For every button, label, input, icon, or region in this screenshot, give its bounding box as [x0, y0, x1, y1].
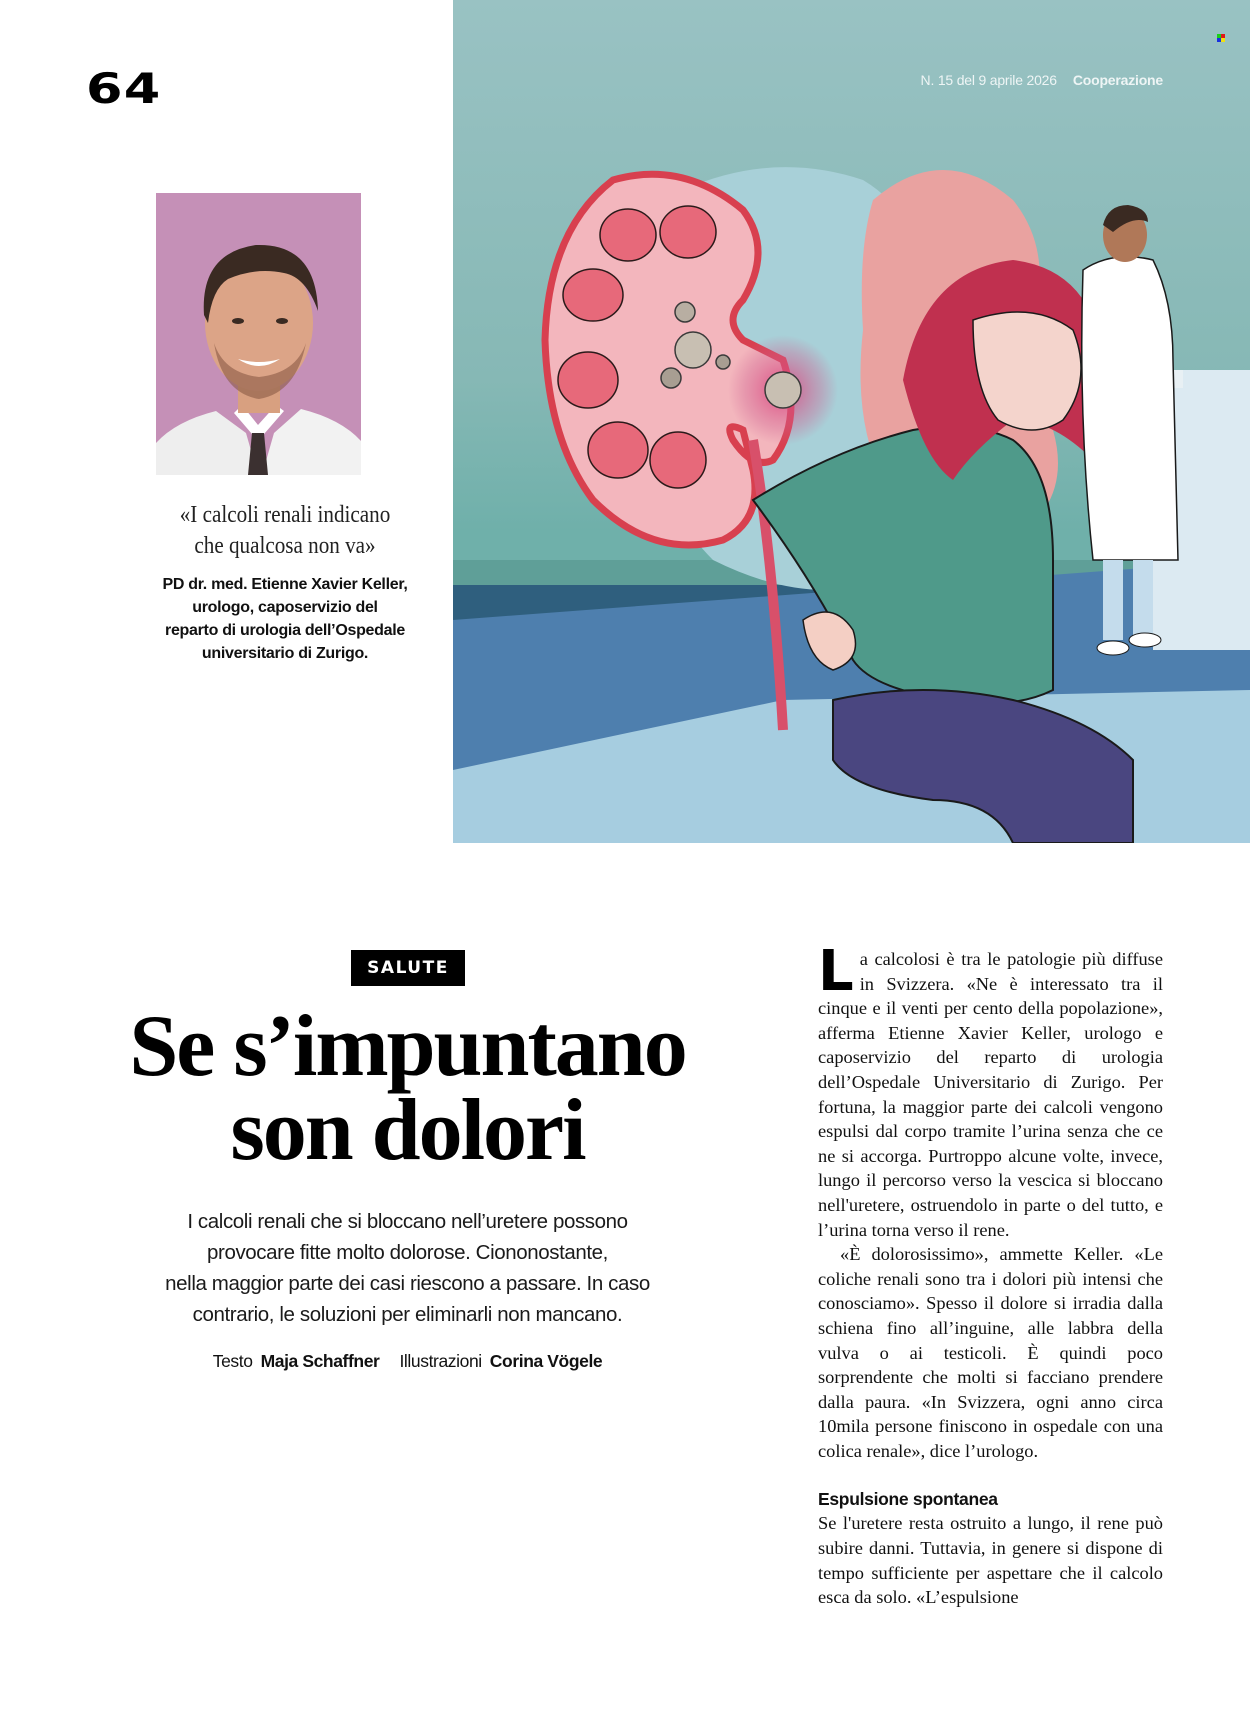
- article-credits: [110, 1351, 705, 1372]
- issue-info: [921, 72, 1163, 88]
- headline-line: Se s’impuntano: [129, 998, 686, 1095]
- attribution-line: urologo, caposervizio del: [192, 599, 378, 616]
- deck-line: nella maggior parte dei casi riescono a passare. In caso: [165, 1272, 650, 1295]
- page-number: 64: [86, 64, 162, 113]
- attribution-line: reparto di urologia dell’Ospedale: [165, 622, 405, 639]
- quote-attribution: [110, 573, 460, 665]
- hero-illustration: [453, 0, 1250, 843]
- deck-line: contrario, le soluzioni per eliminarli non mancano.: [192, 1303, 623, 1326]
- body-paragraph-text: a calcolosi è tra le patologie più diffuse in Svizzera. «Ne è interessato tra il cinque e il venti per cento della popolazione», afferma Etienne Xavier Keller, urologo e caposervizio del reparto di urologia dell’Ospedale Universitario di Zurigo. Per fortuna, la maggior parte dei calcoli vengono espulsi dal corpo tramite l’urina senza che ce ne si accorga. Purtroppo alcune volte, invece, lungo il percorso verso la vescica si bloccano nell'uretere, ostruendolo in parte o del tutto, e l’urina torna verso il rene.: [818, 949, 1163, 1240]
- body-paragraph: Se l'uretere resta ostruito a lungo, il rene può subire danni. Tuttavia, in genere si dispone di tempo sufficiente per aspettare che il calcolo esca da solo. «L’espulsione: [818, 1513, 1163, 1608]
- registration-mark-icon: [1217, 34, 1225, 42]
- illustration-credit-label: Illustrazioni: [399, 1351, 482, 1371]
- text-author: Maja Schaffner: [260, 1351, 380, 1371]
- section-badge: SALUTE: [351, 950, 465, 986]
- pull-quote-line: che qualcosa non va»: [194, 533, 376, 559]
- attribution-line: PD dr. med. Etienne Xavier Keller,: [162, 576, 408, 593]
- headline-line: son dolori: [230, 1082, 585, 1179]
- article-body: [818, 939, 1163, 1610]
- drop-cap: L: [818, 939, 854, 1004]
- kidney-stone-illustration-icon: [453, 0, 1250, 843]
- issue-date: N. 15 del 9 aprile 2026: [920, 72, 1057, 88]
- publication-name: Cooperazione: [1072, 72, 1163, 88]
- article-subhead: Espulsione spontanea: [818, 1489, 998, 1510]
- attribution-line: universitario di Zurigo.: [201, 645, 369, 662]
- body-paragraph: [818, 939, 1163, 1242]
- article-headline: [80, 998, 735, 1179]
- portrait-photo: [156, 193, 361, 475]
- body-paragraph: «È dolorosissimo», ammette Keller. «Le coliche renali sono tra i dolori più intensi che conosciamo». Spesso il dolore si irradia dalla schiena fino all’inguine, alle labbra della vulva o ai testicoli. È quindi poco sorprendente che molti si facciano prendere dalla paura. «In Svizzera, ogni anno circa 10mila persone finiscono in ospedale con una colica renale», dice l’urologo.: [818, 1244, 1163, 1461]
- text-credit-label: Testo: [212, 1351, 253, 1371]
- person-portrait-icon: [156, 193, 361, 475]
- pull-quote: [131, 500, 439, 562]
- deck-line: provocare fitte molto dolorose. Ciononostante,: [207, 1241, 608, 1264]
- pull-quote-line: «I calcoli renali indicano: [179, 502, 391, 528]
- deck-line: I calcoli renali che si bloccano nell’uretere possono: [187, 1210, 628, 1233]
- illustration-author: Corina Vögele: [489, 1351, 603, 1371]
- article-deck: [110, 1206, 705, 1330]
